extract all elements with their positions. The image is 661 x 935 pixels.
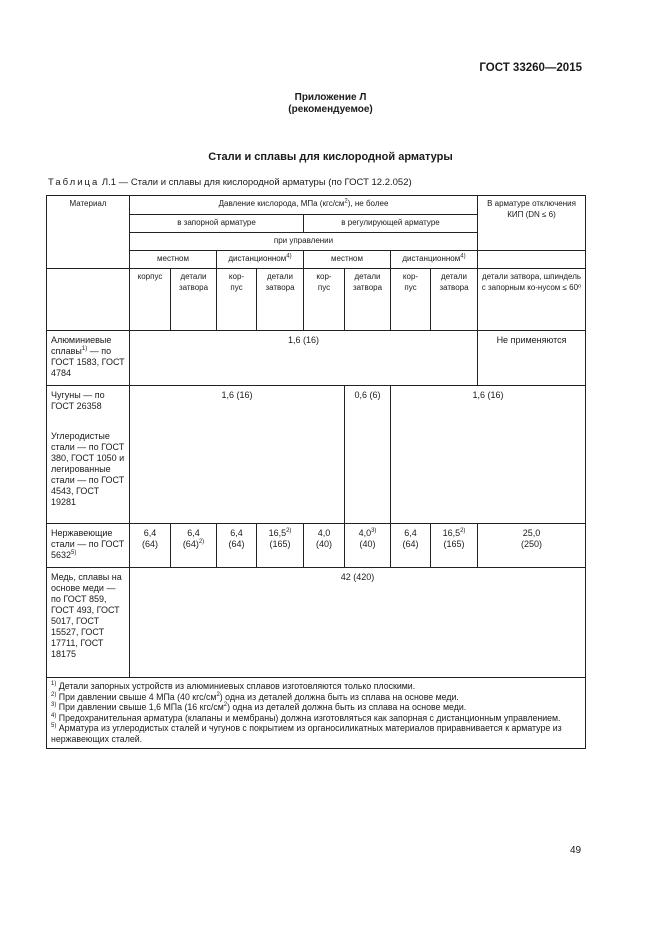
row-copper-value: 42 (420) bbox=[130, 568, 586, 678]
table-caption bbox=[48, 177, 412, 188]
header-material-empty bbox=[47, 269, 130, 331]
document-code: ГОСТ 33260—2015 bbox=[479, 62, 582, 74]
header-control: при управлении bbox=[130, 233, 478, 251]
table-notes bbox=[47, 678, 586, 749]
note-4: $^{4)}$ Предохранительная арматура (клапаны и мембраны) должна изготовляться как запорная с дистанционным управлением. bbox=[51, 712, 561, 723]
header-parts-2: детали затвора bbox=[257, 269, 304, 331]
note-5: $^{5)}$ Арматура из углеродистых сталей и чугунов с покрытием из органосиликатных материалов приравнивается к арматуре из нержавеющих сталей. bbox=[51, 723, 562, 744]
row-cast-iron-name: Чугуны — по ГОСТ 26358 bbox=[47, 386, 130, 427]
appendix-title: Приложение Л bbox=[294, 92, 367, 103]
row-stainless-name: Нержавеющие стали — по ГОСТ 5632$^{5)}$ bbox=[47, 524, 130, 568]
page-number: 49 bbox=[570, 845, 582, 856]
row-stainless-c2: 6,4 $(64)^{2)}$ bbox=[171, 524, 217, 568]
header-body-4: кор- пус bbox=[391, 269, 431, 331]
row-copper-name: Медь, сплавы на основе меди — по ГОСТ 859, ГОСТ 493, ГОСТ 5017, ГОСТ 15527, ГОСТ 17711, ГОСТ 18175 bbox=[47, 568, 130, 678]
header-body-3: кор- пус bbox=[304, 269, 345, 331]
header-material: Материал bbox=[47, 196, 130, 269]
table-caption-text: Л.1 — Стали и сплавы для кислородной арматуры (по ГОСТ 12.2.052) bbox=[101, 177, 412, 188]
header-parts-1: детали затвора bbox=[171, 269, 217, 331]
note-2: $^{2)}$ При давлении свыше 4 МПа (40 кгс/$см^2$) одна из деталей должна быть из сплава на основе меди. bbox=[51, 691, 459, 702]
header-regulating: в регулирующей арматуре bbox=[304, 215, 478, 233]
header-kip-parts: детали затвора, шпиндель с запорным ко-нусом ≤ 60⁰ bbox=[478, 269, 586, 331]
header-parts-3: детали затвора bbox=[345, 269, 391, 331]
row-stainless-c4: 16,5$^{2)}$ (165) bbox=[257, 524, 304, 568]
alloys-table bbox=[46, 195, 586, 749]
row-cast-iron-v3: 1,6 (16) bbox=[391, 386, 586, 524]
header-kip-empty bbox=[478, 251, 586, 269]
note-3: $^{3)}$ При давлении свыше 1,6 МПа (16 кгс/$см^2$) одна из деталей должна быть из сплава на основе меди. bbox=[51, 702, 467, 713]
row-stainless-c3: 6,4 (64) bbox=[217, 524, 257, 568]
table-caption-label: Таблица bbox=[48, 177, 100, 188]
header-body-1: корпус bbox=[130, 269, 171, 331]
row-stainless-c8: 16,5$^{2)}$ (165) bbox=[431, 524, 478, 568]
row-cast-iron-v2: 0,6 (6) bbox=[345, 386, 391, 524]
header-pressure: Давление кислорода, МПа $(кгс/см^2)$, не более bbox=[130, 196, 478, 215]
appendix-subtitle: (рекомендуемое) bbox=[288, 104, 373, 115]
row-aluminum-name: Алюминиевые сплавы$^{1)}$ — по ГОСТ 1583, ГОСТ 4784 bbox=[47, 331, 130, 386]
section-title: Стали и сплавы для кислородной арматуры bbox=[208, 151, 453, 163]
header-body-2: кор- пус bbox=[217, 269, 257, 331]
row-aluminum-kip: Не применяются bbox=[478, 331, 586, 386]
row-stainless-c9: 25,0 (250) bbox=[478, 524, 586, 568]
header-parts-4: детали затвора bbox=[431, 269, 478, 331]
row-stainless-c5: 4,0 (40) bbox=[304, 524, 345, 568]
header-remote-1: дистанционном$^{4)}$ bbox=[217, 251, 304, 269]
row-cast-iron-v1: 1,6 (16) bbox=[130, 386, 345, 524]
row-stainless-c6: 4,0$^{3)}$ (40) bbox=[345, 524, 391, 568]
header-shutoff: в запорной арматуре bbox=[130, 215, 304, 233]
header-local-1: местном bbox=[130, 251, 217, 269]
header-local-2: местном bbox=[304, 251, 391, 269]
row-aluminum-value: 1,6 (16) bbox=[130, 331, 478, 386]
header-remote-2: дистанционном$^{4)}$ bbox=[391, 251, 478, 269]
note-1: $^{1)}$ Детали запорных устройств из алюминиевых сплавов изготовляются только плоскими. bbox=[51, 681, 416, 691]
row-carbon-name: Углеродистые стали — по ГОСТ 380, ГОСТ 1050 и легированные стали — по ГОСТ 4543, ГОСТ 19281 bbox=[47, 427, 130, 524]
header-kip: В арматуре отключения КИП (DN ≤ 6) bbox=[478, 196, 586, 251]
row-stainless-c7: 6,4 (64) bbox=[391, 524, 431, 568]
row-stainless-c1: 6,4 (64) bbox=[130, 524, 171, 568]
